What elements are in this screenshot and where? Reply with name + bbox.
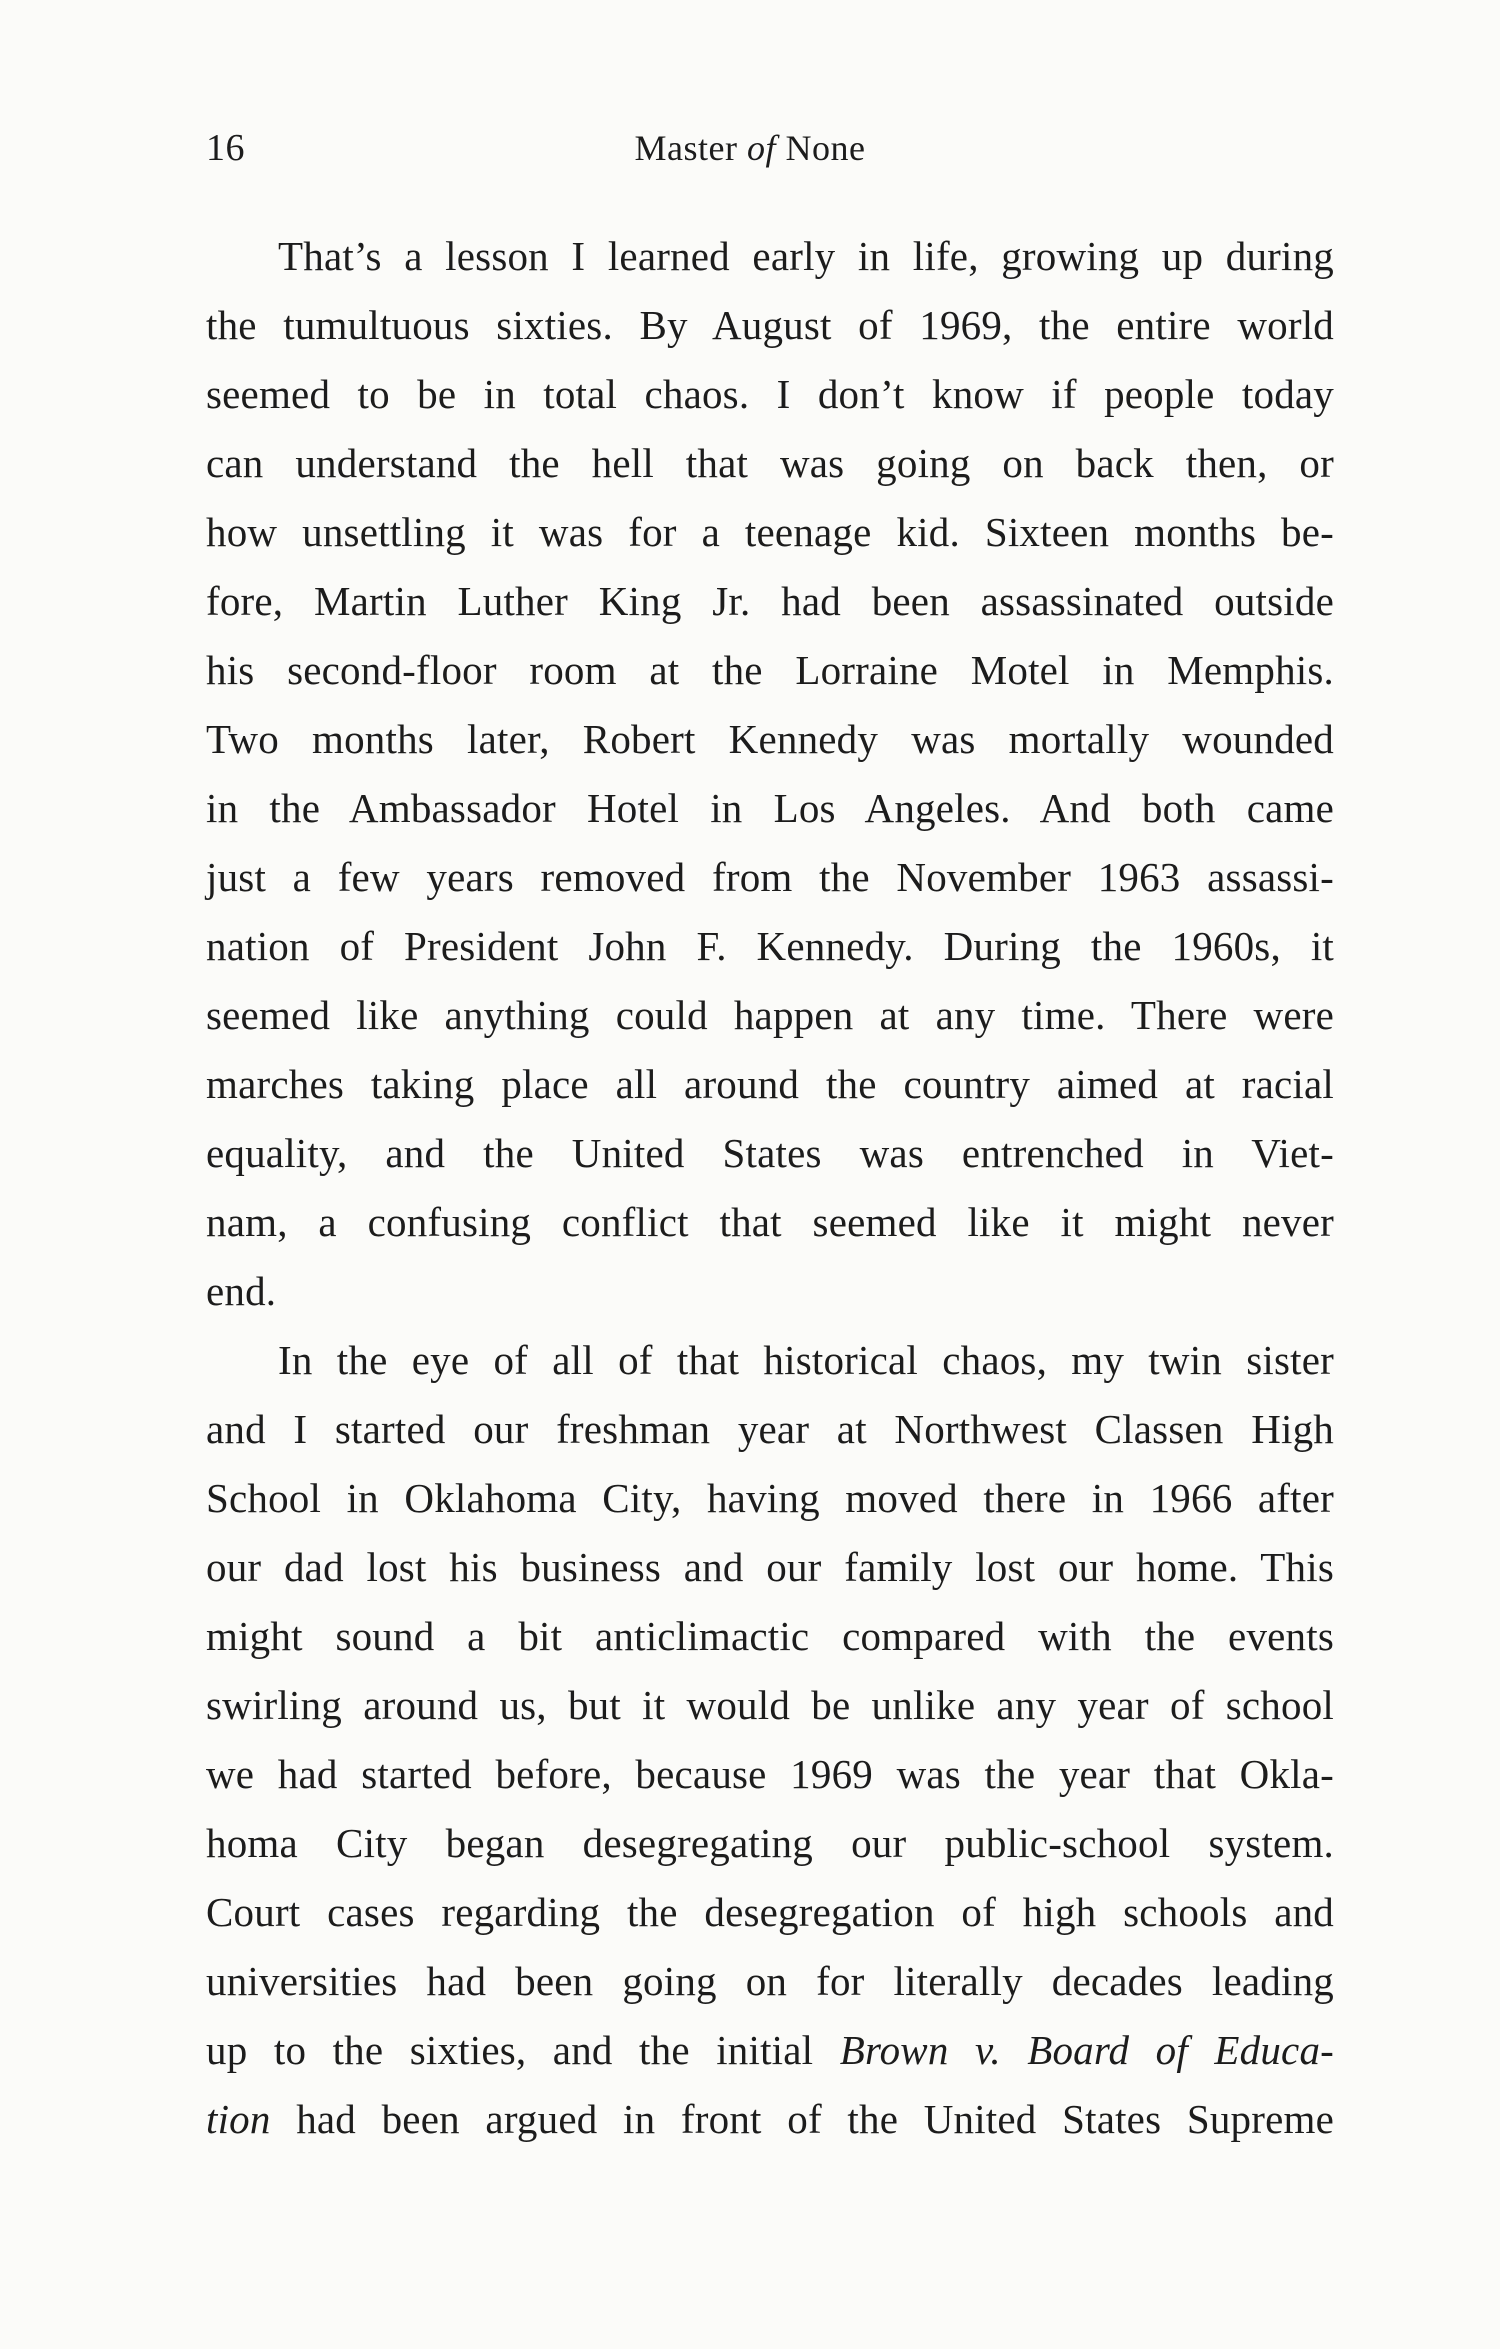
running-head bbox=[0, 118, 1500, 178]
text-line: can understand the hell that was going on back then, or bbox=[206, 440, 1334, 486]
text-line: and I started our freshman year at Northwest Classen High bbox=[206, 1406, 1334, 1452]
text-line: homa City began desegregating our public-school system. bbox=[206, 1820, 1334, 1866]
body-text bbox=[206, 222, 1334, 2154]
book-title bbox=[0, 118, 1500, 178]
text-line: the tumultuous sixties. By August of 1969, the entire world bbox=[206, 302, 1334, 348]
text-line: our dad lost his business and our family lost our home. This bbox=[206, 1544, 1334, 1590]
text-line: seemed like anything could happen at any time. There were bbox=[206, 992, 1334, 1038]
book-title-part: None bbox=[776, 128, 866, 168]
text-line: swirling around us, but it would be unlike any year of school bbox=[206, 1682, 1334, 1728]
text-run: had been argued in front of the United States Supreme bbox=[270, 2096, 1334, 2142]
text-line: universities had been going on for literally decades leading bbox=[206, 1958, 1334, 2004]
text-line: Two months later, Robert Kennedy was mortally wounded bbox=[206, 716, 1334, 762]
page-number: 16 bbox=[206, 127, 245, 169]
text-line: seemed to be in total chaos. I don’t know if people today bbox=[206, 371, 1334, 417]
text-line: nam, a confusing conflict that seemed like it might never bbox=[206, 1199, 1334, 1245]
text-line: in the Ambassador Hotel in Los Angeles. And both came bbox=[206, 785, 1334, 831]
text-run: up to the sixties, and the initial bbox=[206, 2027, 840, 2073]
text-line: marches taking place all around the country aimed at racial bbox=[206, 1061, 1334, 1107]
book-title-part: Master bbox=[634, 128, 747, 168]
text-line: fore, Martin Luther King Jr. had been assassinated outside bbox=[206, 578, 1334, 624]
text-line bbox=[206, 2085, 1334, 2154]
text-line: That’s a lesson I learned early in life, growing up during bbox=[278, 233, 1334, 279]
text-line: we had started before, because 1969 was the year that Okla- bbox=[206, 1751, 1334, 1797]
case-name-italic: tion bbox=[206, 2096, 271, 2142]
case-name-italic: Brown v. Board of Educa- bbox=[839, 2027, 1334, 2073]
book-title-italic: of bbox=[746, 128, 776, 168]
text-line bbox=[206, 2016, 1334, 2085]
text-line: just a few years removed from the November 1963 assassi- bbox=[206, 854, 1334, 900]
text-line: might sound a bit anticlimactic compared with the events bbox=[206, 1613, 1334, 1659]
text-line: how unsettling it was for a teenage kid. Sixteen months be- bbox=[206, 509, 1334, 555]
text-line: Court cases regarding the desegregation of high schools and bbox=[206, 1889, 1334, 1935]
text-line: his second-floor room at the Lorraine Motel in Memphis. bbox=[206, 647, 1334, 693]
text-line: School in Oklahoma City, having moved there in 1966 after bbox=[206, 1475, 1334, 1521]
text-line: end. bbox=[206, 1268, 277, 1314]
text-line: nation of President John F. Kennedy. During the 1960s, it bbox=[206, 923, 1334, 969]
text-line: equality, and the United States was entrenched in Viet- bbox=[206, 1130, 1334, 1176]
text-line: In the eye of all of that historical chaos, my twin sister bbox=[278, 1337, 1334, 1383]
